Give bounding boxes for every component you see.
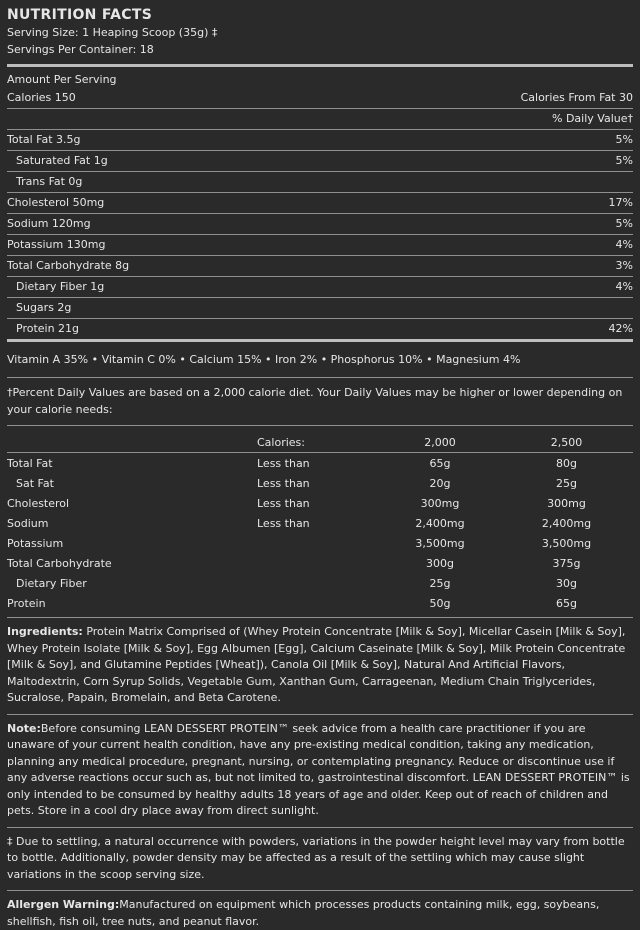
table-row	[7, 513, 633, 533]
divider	[7, 890, 633, 891]
row-2000: 3,500mg	[415, 536, 465, 550]
header-2500: 2,500	[510, 432, 633, 453]
ingredients-label: Ingredients:	[7, 625, 83, 638]
row-qualifier	[257, 553, 370, 573]
nutrient-label: Trans Fat 0g	[16, 175, 83, 188]
nutrient-row	[7, 319, 633, 342]
row-name: Cholesterol	[7, 496, 70, 510]
nutrient-label: Saturated Fat 1g	[16, 154, 108, 167]
row-2500: 2,400mg	[541, 516, 592, 530]
row-2500: 25g	[556, 476, 577, 490]
nutrient-row	[7, 214, 633, 235]
nutrient-label: Dietary Fiber 1g	[16, 280, 105, 293]
nutrient-label: Cholesterol 50mg	[7, 196, 105, 209]
settling-note: ‡ Due to settling, a natural occurrence with powders, variations in the powder height level may vary from bottle to bottle. Additionally, powder density may be affected as a result of the settling which may cause slight variations in the scoop serving size.	[7, 834, 625, 881]
note-text: Before consuming LEAN DESSERT PROTEIN™ seek advice from a health care practitioner if you are unaware of your current health condition, have any pre-existing medical condition, taking any medication, planning any medical procedure, pregnant, nursing, or contemplating pregnancy. Reduce or discontinue use if any adverse reactions occur such as, but not limited to, gastrointestinal discomfort. LEAN DESSERT PROTEIN™ is only intended to be consumed by healthy adults 18 years of age and older. Keep out of reach of children and pets. Store in a cool dry place away from direct sunlight.	[7, 721, 630, 817]
table-row	[7, 533, 633, 553]
nutrient-label: Potassium 130mg	[7, 238, 106, 251]
row-2500: 30g	[556, 576, 577, 590]
row-name: Sat Fat	[16, 476, 54, 490]
nutrient-dv: 4%	[615, 280, 633, 293]
daily-value-header: % Daily Value†	[7, 109, 633, 130]
divider	[7, 377, 633, 378]
row-qualifier: Less than	[257, 476, 310, 490]
nutrient-row	[7, 298, 633, 319]
table-row	[7, 493, 633, 513]
row-2000: 300mg	[420, 496, 460, 510]
panel-title: NUTRITION FACTS	[7, 7, 153, 23]
nutrient-row	[7, 256, 633, 277]
row-2000: 50g	[429, 596, 451, 610]
row-name: Potassium	[7, 536, 64, 550]
table-row	[7, 593, 633, 613]
divider	[7, 617, 633, 618]
servings-per-container: Servings Per Container: 18	[7, 43, 154, 56]
row-qualifier	[257, 573, 370, 593]
row-2000: 2,400mg	[415, 516, 465, 530]
ingredients-section	[7, 624, 633, 707]
calories-header: Calories:	[257, 432, 370, 453]
row-name: Sodium	[7, 516, 49, 530]
percent-daily-values-note: †Percent Daily Values are based on a 2,000 calorie diet. Your Daily Values may be higher or lower depending on your calorie needs:	[7, 386, 623, 416]
nutrient-dv: 3%	[615, 259, 633, 272]
daily-values-table	[7, 432, 633, 613]
row-name: Total Carbohydrate	[7, 556, 112, 570]
row-2000: 65g	[429, 456, 451, 470]
row-2000: 20g	[429, 476, 451, 490]
ingredients-text: Protein Matrix Comprised of (Whey Protein Concentrate [Milk & Soy], Micellar Casein [Milk & Soy], Whey Protein Isolate [Milk & Soy], Egg Albumen [Egg], Calcium Caseinate [Milk & Soy], Milk Protein Concentrate [Milk & Soy], and Glutamine Peptides [Wheat]), Canola Oil [Milk & Soy], Natural And Artificial Flavors, Maltodextrin, Corn Syrup Solids, Vegetable Gum, Xanthan Gum, Carrageenan, Medium Chain Triglycerides, Sucralose, Papain, Bromelain, and Beta Carotene.	[7, 625, 626, 704]
thick-divider	[7, 64, 633, 67]
row-qualifier: Less than	[257, 456, 310, 470]
nutrient-dv: 4%	[615, 238, 633, 251]
calories-row	[7, 88, 633, 109]
row-qualifier	[257, 593, 370, 613]
nutrient-row	[7, 277, 633, 298]
table-header-row	[7, 432, 633, 453]
nutrient-label: Total Carbohydrate 8g	[7, 259, 130, 272]
allergen-section	[7, 897, 633, 930]
row-qualifier: Less than	[257, 496, 310, 510]
table-row	[7, 453, 633, 474]
row-qualifier: Less than	[257, 516, 310, 530]
header-2000: 2,000	[370, 432, 510, 453]
nutrient-dv: 17%	[608, 196, 633, 209]
note-section	[7, 721, 633, 820]
nutrient-dv: 5%	[615, 217, 633, 230]
nutrient-row	[7, 235, 633, 256]
row-2500: 65g	[556, 596, 577, 610]
row-2500: 3,500mg	[541, 536, 592, 550]
calories: Calories 150	[7, 91, 76, 104]
nutrient-dv: 5%	[615, 154, 633, 167]
nutrient-row	[7, 130, 633, 151]
divider	[7, 425, 633, 426]
nutrient-dv: 5%	[615, 133, 633, 146]
nutrient-label: Sodium 120mg	[7, 217, 91, 230]
note-label: Note:	[7, 721, 41, 735]
row-name: Dietary Fiber	[16, 576, 87, 590]
nutrient-label: Total Fat 3.5g	[7, 133, 81, 146]
nutrient-label: Sugars 2g	[16, 301, 72, 314]
row-2000: 300g	[426, 556, 454, 570]
calories-from-fat: Calories From Fat 30	[520, 91, 633, 104]
nutrient-row	[7, 151, 633, 172]
nutrient-label: Protein 21g	[16, 322, 80, 335]
row-qualifier	[257, 533, 370, 553]
nutrient-row	[7, 172, 633, 193]
row-name: Total Fat	[7, 456, 53, 470]
vitamins-line: Vitamin A 35% • Vitamin C 0% • Calcium 15% • Iron 2% • Phosphorus 10% • Magnesium 4%	[7, 353, 521, 366]
nutrient-row	[7, 193, 633, 214]
row-2000: 25g	[429, 576, 451, 590]
amount-per-serving: Amount Per Serving	[7, 73, 117, 86]
divider	[7, 827, 633, 828]
table-row	[7, 473, 633, 493]
table-row	[7, 553, 633, 573]
serving-size: Serving Size: 1 Heaping Scoop (35g) ‡	[7, 26, 218, 39]
divider	[7, 714, 633, 715]
allergen-label: Allergen Warning:	[7, 898, 120, 911]
row-name: Protein	[7, 596, 46, 610]
row-2500: 80g	[556, 456, 577, 470]
allergen-text: Manufactured on equipment which processes products containing milk, egg, soybeans, shellfish, fish oil, tree nuts, and peanut flavor.	[7, 898, 600, 928]
table-row	[7, 573, 633, 593]
nutrient-dv: 42%	[608, 322, 633, 335]
row-2500: 375g	[552, 556, 581, 570]
row-2500: 300mg	[547, 496, 586, 510]
